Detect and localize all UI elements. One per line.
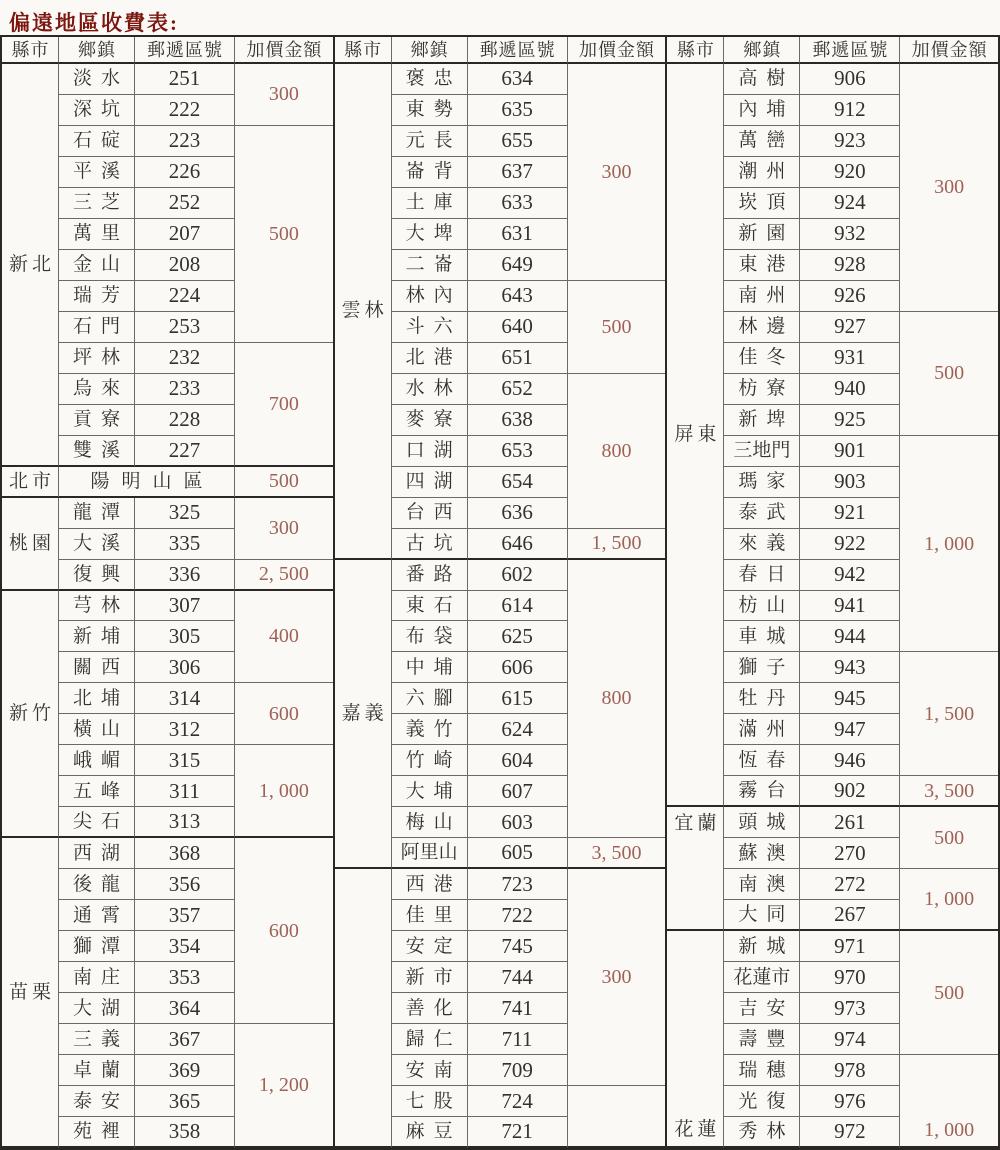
postal-code-cell: 228: [135, 405, 235, 436]
township-cell: 春日: [724, 560, 800, 591]
postal-code-cell: 606: [468, 652, 568, 683]
postal-code-cell: 649: [468, 250, 568, 281]
township-cell: 大埤: [392, 219, 468, 250]
postal-code-cell: 652: [468, 374, 568, 405]
column-header: 縣市: [2, 37, 59, 64]
postal-code-cell: 640: [468, 312, 568, 343]
column-header: 加價金額: [900, 37, 998, 64]
township-cell: 番路: [392, 560, 468, 591]
township-cell: 烏來: [59, 374, 135, 405]
postal-code-cell: 978: [800, 1055, 900, 1086]
postal-code-cell: 973: [800, 993, 900, 1024]
postal-code-cell: 972: [800, 1117, 900, 1148]
postal-code-cell: 643: [468, 281, 568, 312]
postal-code-cell: 721: [468, 1117, 568, 1148]
township-cell: 三義: [59, 1024, 135, 1055]
postal-code-cell: 625: [468, 621, 568, 652]
township-cell: 斗六: [392, 312, 468, 343]
postal-code-cell: 654: [468, 467, 568, 498]
township-cell: 佳里: [392, 900, 468, 931]
column-header: 鄉鎮: [59, 37, 135, 64]
county-cell: 苗栗: [2, 838, 59, 1148]
postal-code-cell: 335: [135, 529, 235, 560]
township-cell: 平溪: [59, 157, 135, 188]
postal-code-cell: 364: [135, 993, 235, 1024]
fee-cell: 1, 500: [568, 529, 666, 560]
postal-code-cell: 943: [800, 652, 900, 683]
postal-code-cell: 926: [800, 281, 900, 312]
township-cell: 新埤: [724, 405, 800, 436]
township-cell: 泰安: [59, 1086, 135, 1117]
township-cell: 花蓮市: [724, 962, 800, 993]
county-cell: 新北: [2, 64, 59, 467]
postal-code-cell: 722: [468, 900, 568, 931]
township-cell: 梅山: [392, 807, 468, 838]
postal-code-cell: 646: [468, 529, 568, 560]
merged-area-cell: 陽明山區: [59, 467, 235, 498]
postal-code-cell: 631: [468, 219, 568, 250]
township-cell: 尖石: [59, 807, 135, 838]
fee-cell: 800: [568, 560, 666, 839]
township-cell: 枋寮: [724, 374, 800, 405]
fee-cell: 500: [900, 312, 998, 436]
township-cell: 口湖: [392, 436, 468, 467]
township-cell: 三地門: [724, 436, 800, 467]
postal-code-cell: 745: [468, 931, 568, 962]
township-cell: 土庫: [392, 188, 468, 219]
postal-code-cell: 336: [135, 560, 235, 591]
postal-code-cell: 941: [800, 591, 900, 622]
township-cell: 萬里: [59, 219, 135, 250]
fee-cell: 500: [235, 126, 333, 343]
township-cell: 元長: [392, 126, 468, 157]
fee-cell: 3, 500: [568, 838, 666, 869]
postal-code-cell: 307: [135, 591, 235, 622]
postal-code-cell: 942: [800, 560, 900, 591]
column-header: 鄉鎮: [392, 37, 468, 64]
county-cell: 花蓮: [667, 931, 724, 1148]
fee-cell: 500: [900, 931, 998, 1055]
township-cell: 善化: [392, 993, 468, 1024]
postal-code-cell: 971: [800, 931, 900, 962]
postal-code-cell: 314: [135, 683, 235, 714]
county-cell: 新竹: [2, 591, 59, 839]
township-cell: 四湖: [392, 467, 468, 498]
postal-code-cell: 358: [135, 1117, 235, 1148]
postal-code-cell: 927: [800, 312, 900, 343]
township-cell: 高樹: [724, 64, 800, 95]
postal-code-cell: 636: [468, 498, 568, 529]
postal-code-cell: 615: [468, 683, 568, 714]
postal-code-cell: 313: [135, 807, 235, 838]
township-cell: 雙溪: [59, 436, 135, 467]
postal-code-cell: 603: [468, 807, 568, 838]
postal-code-cell: 315: [135, 745, 235, 776]
postal-code-cell: 912: [800, 95, 900, 126]
township-cell: 苑裡: [59, 1117, 135, 1148]
postal-code-cell: 208: [135, 250, 235, 281]
township-cell: 深坑: [59, 95, 135, 126]
township-cell: 東港: [724, 250, 800, 281]
postal-code-cell: 634: [468, 64, 568, 95]
fee-cell: 300: [235, 64, 333, 126]
township-cell: 光復: [724, 1086, 800, 1117]
postal-code-cell: 251: [135, 64, 235, 95]
township-cell: 崙背: [392, 157, 468, 188]
county-cell: 嘉義: [335, 560, 392, 870]
township-cell: 來義: [724, 529, 800, 560]
county-cell: 宜蘭: [667, 807, 724, 931]
postal-code-cell: 932: [800, 219, 900, 250]
township-cell: 金山: [59, 250, 135, 281]
postal-code-cell: 923: [800, 126, 900, 157]
township-cell: 新市: [392, 962, 468, 993]
fee-cell: 500: [900, 807, 998, 869]
postal-code-cell: 614: [468, 591, 568, 622]
township-cell: 北埔: [59, 683, 135, 714]
column-header: 縣市: [667, 37, 724, 64]
column-header: 鄉鎮: [724, 37, 800, 64]
township-cell: 南庄: [59, 962, 135, 993]
postal-code-cell: 945: [800, 683, 900, 714]
postal-code-cell: 354: [135, 931, 235, 962]
postal-code-cell: 365: [135, 1086, 235, 1117]
township-cell: 七股: [392, 1086, 468, 1117]
postal-code-cell: 369: [135, 1055, 235, 1086]
township-cell: 六腳: [392, 683, 468, 714]
postal-code-cell: 947: [800, 714, 900, 745]
township-cell: 安定: [392, 931, 468, 962]
township-cell: 東勢: [392, 95, 468, 126]
fee-cell: [568, 1086, 666, 1148]
township-cell: 枋山: [724, 591, 800, 622]
township-cell: 壽豐: [724, 1024, 800, 1055]
township-cell: 布袋: [392, 621, 468, 652]
fee-cell: 2, 500: [235, 560, 333, 591]
table-section-central: [335, 37, 668, 1148]
postal-code-cell: 311: [135, 776, 235, 807]
page-title: 偏遠地區收費表:: [9, 11, 179, 35]
township-cell: 頭城: [724, 807, 800, 838]
township-cell: 坪林: [59, 343, 135, 374]
postal-code-cell: 224: [135, 281, 235, 312]
postal-code-cell: 368: [135, 838, 235, 869]
postal-code-cell: 946: [800, 745, 900, 776]
township-cell: 通霄: [59, 900, 135, 931]
postal-code-cell: 267: [800, 900, 900, 931]
postal-code-cell: 624: [468, 714, 568, 745]
township-cell: 牡丹: [724, 683, 800, 714]
township-cell: 褒忠: [392, 64, 468, 95]
column-header: 加價金額: [568, 37, 666, 64]
postal-code-cell: 633: [468, 188, 568, 219]
township-cell: 淡水: [59, 64, 135, 95]
township-cell: 南州: [724, 281, 800, 312]
fee-cell: 600: [235, 683, 333, 745]
township-cell: 新城: [724, 931, 800, 962]
township-cell: 後龍: [59, 869, 135, 900]
township-cell: 瑞芳: [59, 281, 135, 312]
postal-code-cell: 222: [135, 95, 235, 126]
postal-code-cell: 227: [135, 436, 235, 467]
township-cell: 獅子: [724, 652, 800, 683]
county-cell: [335, 869, 392, 1148]
postal-code-cell: 353: [135, 962, 235, 993]
township-cell: 車城: [724, 621, 800, 652]
township-cell: 石門: [59, 312, 135, 343]
township-cell: 三芝: [59, 188, 135, 219]
township-cell: 蘇澳: [724, 838, 800, 869]
township-cell: 崁頂: [724, 188, 800, 219]
township-cell: 二崙: [392, 250, 468, 281]
township-cell: 西港: [392, 869, 468, 900]
postal-code-cell: 653: [468, 436, 568, 467]
postal-code-cell: 901: [800, 436, 900, 467]
postal-code-cell: 924: [800, 188, 900, 219]
fee-cell: 300: [235, 498, 333, 560]
fee-cell: 300: [568, 869, 666, 1086]
postal-code-cell: 312: [135, 714, 235, 745]
township-cell: 竹崎: [392, 745, 468, 776]
fee-cell: 1, 000: [235, 745, 333, 838]
township-cell: 義竹: [392, 714, 468, 745]
township-cell: 新園: [724, 219, 800, 250]
postal-code-cell: 723: [468, 869, 568, 900]
postal-code-cell: 638: [468, 405, 568, 436]
postal-code-cell: 223: [135, 126, 235, 157]
postal-code-cell: 637: [468, 157, 568, 188]
township-cell: 新埔: [59, 621, 135, 652]
postal-code-cell: 226: [135, 157, 235, 188]
township-cell: 內埔: [724, 95, 800, 126]
postal-code-cell: 357: [135, 900, 235, 931]
fee-cell: 3, 500: [900, 776, 998, 807]
township-cell: 安南: [392, 1055, 468, 1086]
township-cell: 南澳: [724, 869, 800, 900]
postal-code-cell: 253: [135, 312, 235, 343]
county-cell: 屏東: [667, 64, 724, 807]
postal-code-cell: 261: [800, 807, 900, 838]
township-cell: 霧台: [724, 776, 800, 807]
column-header: 郵遞區號: [800, 37, 900, 64]
postal-code-cell: 635: [468, 95, 568, 126]
column-header: 郵遞區號: [135, 37, 235, 64]
township-cell: 瑞穗: [724, 1055, 800, 1086]
postal-code-cell: 903: [800, 467, 900, 498]
township-cell: 林內: [392, 281, 468, 312]
fee-cell: 600: [235, 838, 333, 1024]
township-cell: 峨嵋: [59, 745, 135, 776]
township-cell: 卓蘭: [59, 1055, 135, 1086]
postal-code-cell: 921: [800, 498, 900, 529]
township-cell: 大湖: [59, 993, 135, 1024]
fee-cell: 800: [568, 374, 666, 529]
township-cell: 水林: [392, 374, 468, 405]
postal-code-cell: 272: [800, 869, 900, 900]
township-cell: 龍潭: [59, 498, 135, 529]
fee-cell: 500: [568, 281, 666, 374]
fee-cell: 1, 000: [900, 1055, 998, 1148]
township-cell: 萬巒: [724, 126, 800, 157]
county-cell: 雲林: [335, 64, 392, 560]
postal-code-cell: 605: [468, 838, 568, 869]
township-cell: 大溪: [59, 529, 135, 560]
table-section-north: [2, 37, 335, 1148]
township-cell: 大埔: [392, 776, 468, 807]
postal-code-cell: 920: [800, 157, 900, 188]
township-cell: 恆春: [724, 745, 800, 776]
postal-code-cell: 655: [468, 126, 568, 157]
township-cell: 瑪家: [724, 467, 800, 498]
fee-cell: 500: [235, 467, 333, 498]
township-cell: 關西: [59, 652, 135, 683]
column-header: 郵遞區號: [468, 37, 568, 64]
fee-cell: 700: [235, 343, 333, 467]
fee-cell: 1, 000: [900, 869, 998, 931]
fee-cell: 1, 000: [900, 436, 998, 653]
township-cell: 佳冬: [724, 343, 800, 374]
postal-code-cell: 928: [800, 250, 900, 281]
township-cell: 芎林: [59, 591, 135, 622]
column-header: 加價金額: [235, 37, 333, 64]
postal-code-cell: 604: [468, 745, 568, 776]
postal-code-cell: 356: [135, 869, 235, 900]
fee-cell: 300: [568, 64, 666, 281]
township-cell: 麥寮: [392, 405, 468, 436]
table-section-south-east: [667, 37, 998, 1148]
township-cell: 吉安: [724, 993, 800, 1024]
postal-code-cell: 232: [135, 343, 235, 374]
postal-code-cell: 207: [135, 219, 235, 250]
postal-code-cell: 651: [468, 343, 568, 374]
township-cell: 歸仁: [392, 1024, 468, 1055]
postal-code-cell: 976: [800, 1086, 900, 1117]
fee-cell: 1, 500: [900, 652, 998, 776]
township-cell: 麻豆: [392, 1117, 468, 1148]
township-cell: 北港: [392, 343, 468, 374]
postal-code-cell: 744: [468, 962, 568, 993]
postal-code-cell: 940: [800, 374, 900, 405]
postal-code-cell: 711: [468, 1024, 568, 1055]
township-cell: 潮州: [724, 157, 800, 188]
township-cell: 林邊: [724, 312, 800, 343]
postal-code-cell: 974: [800, 1024, 900, 1055]
postal-code-cell: 602: [468, 560, 568, 591]
township-cell: 滿州: [724, 714, 800, 745]
postal-code-cell: 741: [468, 993, 568, 1024]
fee-cell: 1, 200: [235, 1024, 333, 1148]
fee-cell: 300: [900, 64, 998, 312]
postal-code-cell: 902: [800, 776, 900, 807]
postal-code-cell: 306: [135, 652, 235, 683]
township-cell: 復興: [59, 560, 135, 591]
postal-code-cell: 724: [468, 1086, 568, 1117]
fee-table: [0, 35, 1000, 1150]
township-cell: 泰武: [724, 498, 800, 529]
postal-code-cell: 922: [800, 529, 900, 560]
postal-code-cell: 925: [800, 405, 900, 436]
township-cell: 五峰: [59, 776, 135, 807]
postal-code-cell: 709: [468, 1055, 568, 1086]
township-cell: 阿里山: [392, 838, 468, 869]
postal-code-cell: 325: [135, 498, 235, 529]
postal-code-cell: 305: [135, 621, 235, 652]
township-cell: 古坑: [392, 529, 468, 560]
township-cell: 東石: [392, 591, 468, 622]
township-cell: 秀林: [724, 1117, 800, 1148]
township-cell: 西湖: [59, 838, 135, 869]
township-cell: 台西: [392, 498, 468, 529]
county-cell: 北市: [2, 467, 59, 498]
postal-code-cell: 252: [135, 188, 235, 219]
township-cell: 大同: [724, 900, 800, 931]
postal-code-cell: 970: [800, 962, 900, 993]
township-cell: 貢寮: [59, 405, 135, 436]
postal-code-cell: 931: [800, 343, 900, 374]
township-cell: 中埔: [392, 652, 468, 683]
postal-code-cell: 367: [135, 1024, 235, 1055]
postal-code-cell: 233: [135, 374, 235, 405]
township-cell: 橫山: [59, 714, 135, 745]
postal-code-cell: 906: [800, 64, 900, 95]
postal-code-cell: 270: [800, 838, 900, 869]
postal-code-cell: 607: [468, 776, 568, 807]
township-cell: 石碇: [59, 126, 135, 157]
column-header: 縣市: [335, 37, 392, 64]
county-cell: 桃園: [2, 498, 59, 591]
township-cell: 獅潭: [59, 931, 135, 962]
postal-code-cell: 944: [800, 621, 900, 652]
fee-cell: 400: [235, 591, 333, 684]
